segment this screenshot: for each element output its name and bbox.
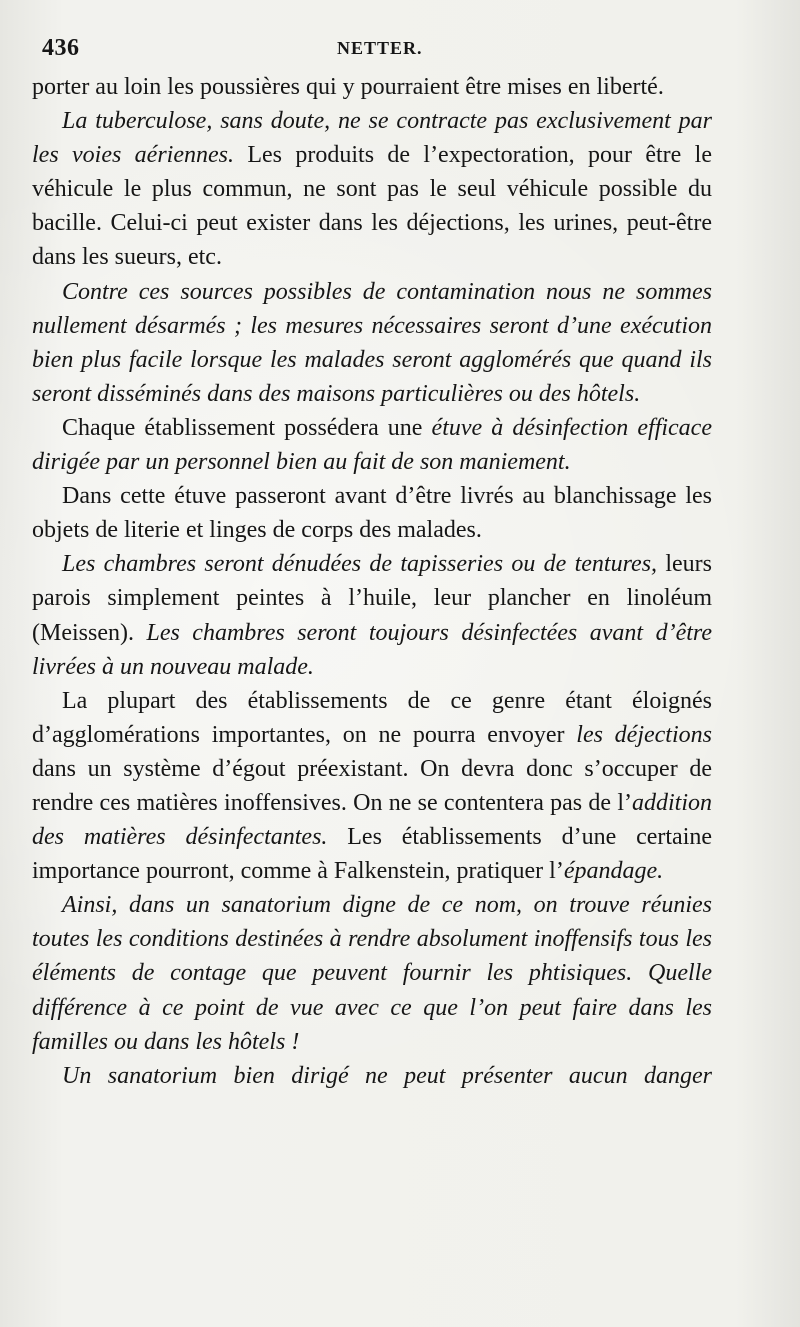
italic-segment: Un sanatorium bien dirigé ne peut présenter aucun danger: [62, 1062, 712, 1089]
text-segment: leurs parois simplement peintes à l’huile, leur plancher en linoléum (Meissen).: [32, 551, 713, 646]
text-segment: porter au loin les poussières qui y pourraient être mises en liberté.: [32, 74, 664, 100]
text-segment: Chaque établissement possédera une: [62, 414, 432, 441]
paragraph: [32, 275, 712, 411]
running-head: NETTER.: [337, 38, 423, 58]
text-segment: La plupart des établissements de ce genre étant éloignés d’agglomérations importantes, on ne pourra envoyer: [32, 687, 712, 748]
italic-segment: Contre ces sources possibles de contamination nous ne sommes nullement désarmés ; les mesures nécessaires seront d’une exécution bien plus facile lorsque les malades seront agglomérés que quand ils seront disséminés dans des maisons particulières ou des hôtels.: [32, 278, 712, 407]
paragraph: [32, 684, 712, 889]
paragraph: [32, 70, 712, 104]
text-segment: dans un système d’égout préexistant. On devra donc s’occuper de rendre ces matières inoffensives. On ne se contentera pas de l’: [32, 755, 712, 816]
italic-segment: Les chambres seront toujours désinfectées avant d’être livrées à un nouveau malade.: [32, 619, 712, 680]
italic-segment: les déjections: [576, 721, 712, 748]
paragraph: [32, 1059, 712, 1093]
body-text: [32, 70, 712, 1093]
page-number: 436: [42, 35, 80, 61]
italic-segment: étuve à désinfection efficace dirigée par un personnel bien au fait de son maniement.: [32, 414, 712, 476]
italic-segment: Les chambres seront dénudées de tapisseries ou de tentures,: [62, 551, 658, 578]
italic-segment: Ainsi, dans un sanatorium digne de ce nom, on trouve réunies toutes les conditions destinées à rendre absolument inoffensifs tous les éléments de contage que peuvent fournir les phtisiques. Quelle différence à ce point de vue avec ce que l’on peut faire dans les familles ou dans les hôtels !: [32, 892, 712, 1055]
paragraph: [32, 888, 712, 1058]
italic-segment: épandage.: [563, 858, 664, 885]
text-segment: Dans cette étuve passeront avant d’être livrés au blanchissage les objets de literie et linges de corps des malades.: [32, 483, 712, 544]
italic-segment: La tuberculose, sans doute, ne se contracte pas exclusivement par les voies aériennes.: [32, 108, 712, 169]
text-segment: Les établissements d’une certaine importance pourront, comme à Falkenstein, pratiquer l’: [32, 824, 713, 885]
text-segment: Les produits de l’expectoration, pour être le véhicule le plus commun, ne sont pas le seul véhicule possible du bacille. Celui-ci peut exister dans les déjections, les urines, peut-être dans les sueurs, etc.: [32, 142, 713, 271]
page-header: [32, 34, 750, 62]
paragraph: [32, 104, 712, 274]
paragraph: [32, 479, 712, 547]
paragraph: [32, 411, 712, 479]
paragraph: [32, 547, 712, 683]
italic-segment: addition des matières désinfectantes.: [32, 789, 712, 851]
